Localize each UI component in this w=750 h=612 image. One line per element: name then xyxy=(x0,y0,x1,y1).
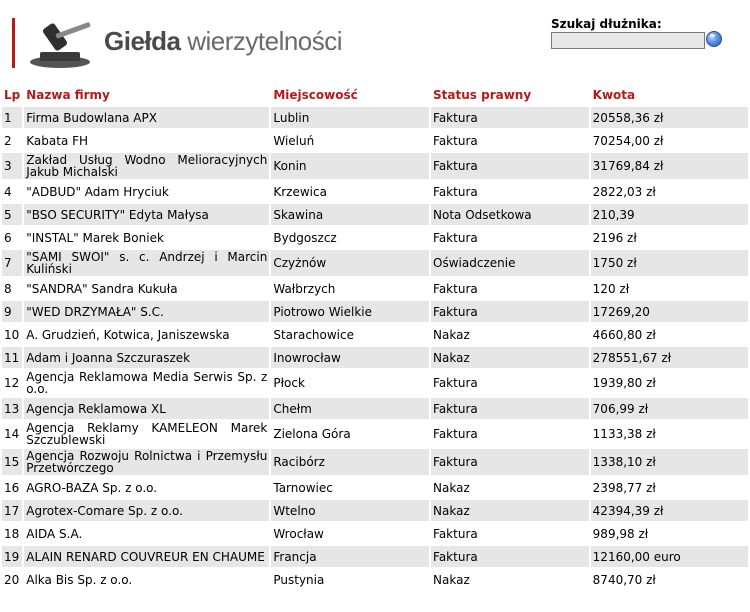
page-header xyxy=(0,0,750,80)
table-row[interactable] xyxy=(2,324,748,345)
cell-amount: 706,99 zł xyxy=(591,398,748,419)
table-row[interactable] xyxy=(2,227,748,248)
table-row[interactable] xyxy=(2,204,748,225)
cell-lp: 14 xyxy=(2,421,22,447)
cell-firm-name: Agencja Reklamowa XL xyxy=(24,398,269,419)
cell-legal-status: Nakaz xyxy=(431,477,589,498)
cell-lp: 9 xyxy=(2,301,22,322)
cell-legal-status: Oświadczenie xyxy=(431,250,589,276)
column-header-firm: Nazwa firmy xyxy=(26,88,110,102)
cell-firm-name: "SANDRA" Sandra Kukuła xyxy=(24,278,269,299)
cell-legal-status: Faktura xyxy=(431,181,589,202)
table-row[interactable] xyxy=(2,130,748,151)
cell-firm-name: A. Grudzień, Kotwica, Janiszewska xyxy=(24,324,269,345)
cell-city: Lublin xyxy=(271,107,429,128)
cell-amount: 4660,80 zł xyxy=(591,324,748,345)
table-row[interactable] xyxy=(2,347,748,368)
cell-firm-name: Firma Budowlana APX xyxy=(24,107,269,128)
cell-legal-status: Faktura xyxy=(431,153,589,179)
table-row[interactable] xyxy=(2,107,748,128)
table-row[interactable] xyxy=(2,569,748,590)
cell-legal-status: Nakaz xyxy=(431,324,589,345)
cell-amount: 1338,10 zł xyxy=(591,449,748,475)
cell-firm-name: Agencja Rozwoju Rolnictwa i Przemysłu Przetwórczego xyxy=(26,449,268,475)
table-row[interactable] xyxy=(2,181,748,202)
cell-firm-name: "BSO SECURITY" Edyta Małysa xyxy=(24,204,269,225)
cell-city: Chełm xyxy=(271,398,429,419)
cell-lp: 17 xyxy=(2,500,22,521)
cell-firm-name: AGRO-BAZA Sp. z o.o. xyxy=(24,477,269,498)
cell-lp: 12 xyxy=(2,370,22,396)
cell-amount: 8740,70 zł xyxy=(591,569,748,590)
cell-legal-status: Faktura xyxy=(431,301,589,322)
gavel-icon xyxy=(26,18,96,70)
cell-legal-status: Nakaz xyxy=(431,569,589,590)
search-label: Szukaj dłużnika: xyxy=(551,17,662,31)
table-row[interactable] xyxy=(2,153,748,179)
cell-legal-status: Faktura xyxy=(431,130,589,151)
cell-firm-name: "WED DRZYMAŁA" S.C. xyxy=(24,301,269,322)
cell-city: Francja xyxy=(271,546,429,567)
cell-lp: 19 xyxy=(2,546,22,567)
cell-legal-status: Faktura xyxy=(431,398,589,419)
cell-legal-status: Faktura xyxy=(431,523,589,544)
cell-firm-name: Adam i Joanna Szczuraszek xyxy=(24,347,269,368)
cell-lp: 20 xyxy=(2,569,22,590)
cell-lp: 1 xyxy=(2,107,22,128)
cell-city: Krzewica xyxy=(271,181,429,202)
cell-legal-status: Faktura xyxy=(431,421,589,447)
cell-firm-name: Zakład Usług Wodno Melioracyjnych Jakub Michalski xyxy=(26,153,268,179)
cell-firm-name: Agrotex-Comare Sp. z o.o. xyxy=(24,500,269,521)
cell-amount: 210,39 xyxy=(591,204,748,225)
cell-amount: 2822,03 zł xyxy=(591,181,748,202)
cell-lp: 10 xyxy=(2,324,22,345)
cell-legal-status: Faktura xyxy=(431,227,589,248)
cell-city: Bydgoszcz xyxy=(271,227,429,248)
cell-lp: 13 xyxy=(2,398,22,419)
debtors-table xyxy=(0,83,750,592)
column-header-amount: Kwota xyxy=(592,88,636,102)
cell-lp: 4 xyxy=(2,181,22,202)
table-row[interactable] xyxy=(2,278,748,299)
table-row[interactable] xyxy=(2,449,748,475)
cell-amount: 42394,39 zł xyxy=(591,500,748,521)
cell-city: Wieluń xyxy=(271,130,429,151)
cell-lp: 3 xyxy=(2,153,22,179)
cell-firm-name: "INSTAL" Marek Boniek xyxy=(24,227,269,248)
cell-legal-status: Nakaz xyxy=(431,500,589,521)
cell-amount: 1939,80 zł xyxy=(591,370,748,396)
column-header-status: Status prawny xyxy=(433,88,532,102)
search-input[interactable] xyxy=(551,32,705,49)
cell-firm-name: Agencja Reklamowa Media Serwis Sp. z o.o. xyxy=(26,370,268,396)
cell-city: Wrocław xyxy=(271,523,429,544)
cell-amount: 2196 zł xyxy=(591,227,748,248)
cell-city: Płock xyxy=(271,370,429,396)
table-row[interactable] xyxy=(2,370,748,396)
cell-amount: 278551,67 zł xyxy=(591,347,748,368)
cell-lp: 11 xyxy=(2,347,22,368)
cell-legal-status: Faktura xyxy=(431,449,589,475)
table-row[interactable] xyxy=(2,477,748,498)
cell-legal-status: Faktura xyxy=(431,278,589,299)
cell-legal-status: Faktura xyxy=(431,370,589,396)
cell-lp: 16 xyxy=(2,477,22,498)
cell-amount: 120 zł xyxy=(591,278,748,299)
cell-lp: 8 xyxy=(2,278,22,299)
cell-city: Zielona Góra xyxy=(271,421,429,447)
cell-lp: 15 xyxy=(2,449,22,475)
cell-lp: 18 xyxy=(2,523,22,544)
page-title xyxy=(104,26,342,57)
cell-city: Wałbrzych xyxy=(271,278,429,299)
cell-amount: 31769,84 zł xyxy=(591,153,748,179)
column-header-city: Miejscowość xyxy=(273,88,358,102)
cell-legal-status: Faktura xyxy=(431,107,589,128)
cell-amount: 1750 zł xyxy=(591,250,748,276)
cell-city: Starachowice xyxy=(271,324,429,345)
cell-legal-status: Nota Odsetkowa xyxy=(431,204,589,225)
cell-amount: 989,98 zł xyxy=(591,523,748,544)
search-go-button[interactable] xyxy=(706,31,722,47)
table-row[interactable] xyxy=(2,250,748,276)
table-row[interactable] xyxy=(2,421,748,447)
cell-firm-name: "ADBUD" Adam Hryciuk xyxy=(24,181,269,202)
table-row[interactable] xyxy=(2,546,748,567)
cell-amount: 12160,00 euro xyxy=(591,546,748,567)
cell-lp: 6 xyxy=(2,227,22,248)
cell-city: Konin xyxy=(271,153,429,179)
cell-firm-name: ALAIN RENARD COUVREUR EN CHAUME xyxy=(24,546,269,567)
cell-firm-name: Kabata FH xyxy=(24,130,269,151)
table-header-row xyxy=(2,85,748,105)
column-header-lp: Lp xyxy=(4,88,21,102)
cell-firm-name: Alka Bis Sp. z o.o. xyxy=(24,569,269,590)
cell-city: Inowrocław xyxy=(271,347,429,368)
cell-firm-name: AIDA S.A. xyxy=(24,523,269,544)
cell-lp: 7 xyxy=(2,250,22,276)
title-bold: Giełda xyxy=(104,26,181,56)
cell-city: Tarnowiec xyxy=(271,477,429,498)
table-row[interactable] xyxy=(2,523,748,544)
cell-city: Pustynia xyxy=(271,569,429,590)
accent-bar xyxy=(12,18,15,68)
cell-city: Skawina xyxy=(271,204,429,225)
table-row[interactable] xyxy=(2,500,748,521)
cell-legal-status: Nakaz xyxy=(431,347,589,368)
cell-city: Czyżnów xyxy=(271,250,429,276)
cell-city: Piotrowo Wielkie xyxy=(271,301,429,322)
cell-amount: 2398,77 zł xyxy=(591,477,748,498)
cell-firm-name: "SAMI SWOI" s. c. Andrzej i Marcin Kuliński xyxy=(26,250,268,276)
cell-amount: 70254,00 zł xyxy=(591,130,748,151)
table-row[interactable] xyxy=(2,398,748,419)
cell-firm-name: Agencja Reklamy KAMELEON Marek Szczublewski xyxy=(26,421,268,447)
cell-amount: 1133,38 zł xyxy=(591,421,748,447)
title-rest: wierzytelności xyxy=(187,26,343,56)
cell-amount: 20558,36 zł xyxy=(591,107,748,128)
cell-lp: 2 xyxy=(2,130,22,151)
cell-city: Racibórz xyxy=(271,449,429,475)
cell-lp: 5 xyxy=(2,204,22,225)
cell-city: Wtelno xyxy=(271,500,429,521)
cell-amount: 17269,20 xyxy=(591,301,748,322)
table-row[interactable] xyxy=(2,301,748,322)
cell-legal-status: Faktura xyxy=(431,546,589,567)
